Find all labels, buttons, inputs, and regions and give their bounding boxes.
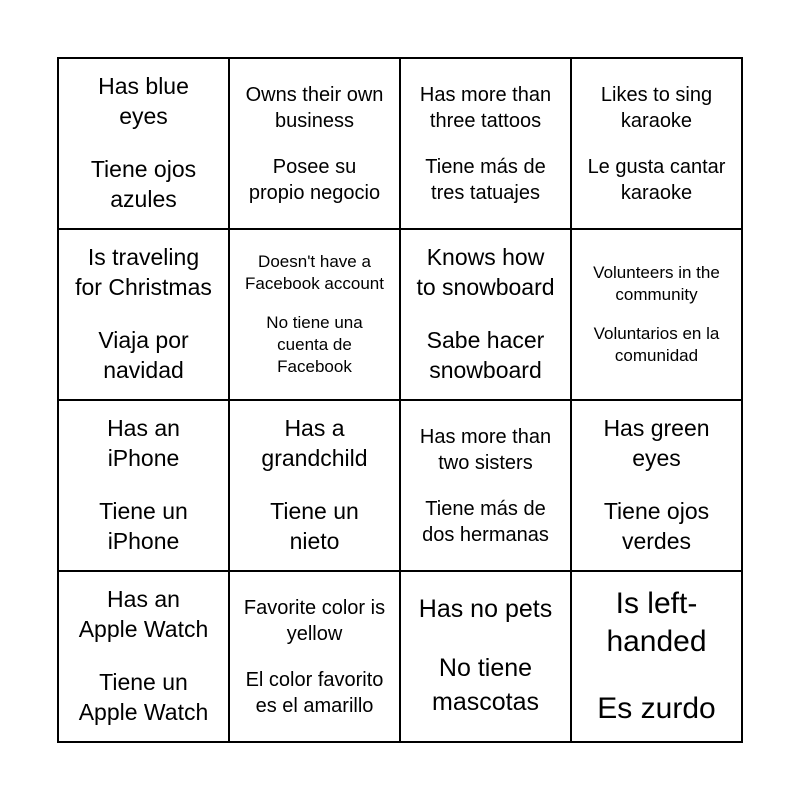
bingo-cell[interactable] bbox=[571, 229, 742, 400]
bingo-cell[interactable] bbox=[58, 229, 229, 400]
cell-spanish-text: Tiene un Apple Watch bbox=[78, 669, 209, 725]
bingo-cell[interactable] bbox=[400, 400, 571, 571]
cell-english-text: Has green eyes bbox=[603, 415, 710, 472]
cell-english-text: Has an Apple Watch bbox=[78, 586, 209, 643]
bingo-cell[interactable] bbox=[571, 58, 742, 229]
cell-english-text: Has blue eyes bbox=[98, 73, 189, 130]
bingo-cell[interactable] bbox=[229, 571, 400, 742]
cell-english-text: Has a grandchild bbox=[261, 415, 368, 472]
cell-spanish-text: Tiene un iPhone bbox=[99, 498, 188, 554]
cell-english-text: Has more than two sisters bbox=[419, 425, 552, 474]
cell-spanish-text: No tiene mascotas bbox=[432, 654, 539, 716]
bingo-cell[interactable] bbox=[571, 400, 742, 571]
cell-english-text: Doesn't have a Facebook account bbox=[245, 251, 384, 293]
cell-spanish-text: Tiene más de dos hermanas bbox=[422, 497, 549, 546]
cell-spanish-text: Tiene ojos azules bbox=[90, 156, 197, 212]
cell-spanish-text: Tiene ojos verdes bbox=[603, 498, 710, 554]
cell-spanish-text: Voluntarios en la comunidad bbox=[593, 324, 720, 366]
cell-spanish-text: El color favorito es el amarillo bbox=[245, 668, 384, 717]
cell-english-text: Is left- handed bbox=[606, 587, 707, 658]
cell-spanish-text: Le gusta cantar karaoke bbox=[587, 155, 726, 204]
cell-spanish-text: Tiene un nieto bbox=[270, 498, 359, 554]
bingo-cell[interactable] bbox=[571, 571, 742, 742]
bingo-cell[interactable] bbox=[400, 229, 571, 400]
cell-english-text: Is traveling for Christmas bbox=[75, 244, 212, 301]
bingo-cell[interactable] bbox=[229, 58, 400, 229]
bingo-cell[interactable] bbox=[229, 229, 400, 400]
cell-english-text: Volunteers in the community bbox=[593, 262, 720, 304]
cell-english-text: Knows how to snowboard bbox=[416, 244, 555, 301]
cell-spanish-text: Tiene más de tres tatuajes bbox=[425, 155, 546, 204]
cell-english-text: Has more than three tattoos bbox=[419, 83, 552, 132]
cell-spanish-text: Es zurdo bbox=[597, 692, 716, 726]
bingo-cell[interactable] bbox=[400, 58, 571, 229]
cell-english-text: Owns their own business bbox=[245, 83, 384, 132]
bingo-cell[interactable] bbox=[58, 400, 229, 571]
cell-english-text: Has no pets bbox=[418, 595, 553, 624]
cell-spanish-text: Sabe hacer snowboard bbox=[426, 327, 545, 383]
bingo-cell[interactable] bbox=[58, 571, 229, 742]
cell-spanish-text: No tiene una cuenta de Facebook bbox=[266, 312, 363, 377]
bingo-cell[interactable] bbox=[229, 400, 400, 571]
cell-english-text: Favorite color is yellow bbox=[243, 596, 386, 645]
cell-spanish-text: Posee su propio negocio bbox=[248, 155, 381, 204]
cell-english-text: Has an iPhone bbox=[107, 415, 180, 472]
bingo-board bbox=[57, 57, 743, 743]
bingo-cell[interactable] bbox=[58, 58, 229, 229]
cell-english-text: Likes to sing karaoke bbox=[600, 83, 713, 132]
cell-spanish-text: Viaja por navidad bbox=[98, 327, 189, 383]
bingo-cell[interactable] bbox=[400, 571, 571, 742]
